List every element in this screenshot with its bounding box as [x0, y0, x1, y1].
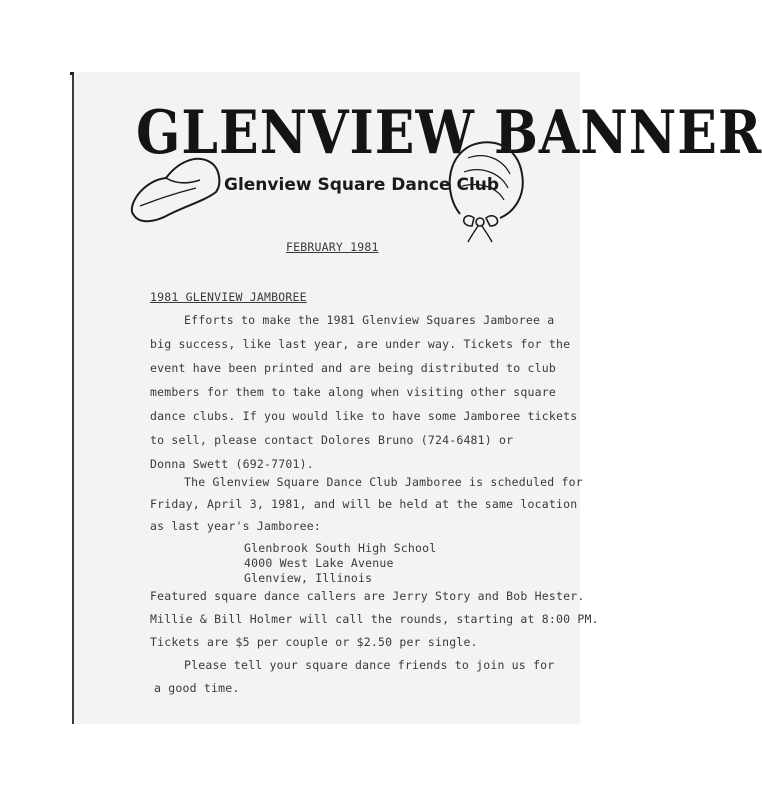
paragraph-line: as last year's Jamboree: [150, 519, 321, 533]
paragraph-line: Friday, April 3, 1981, and will be held at the same location [150, 497, 578, 511]
paragraph-line: Tickets are $5 per couple or $2.50 per single. [150, 635, 478, 649]
paragraph-line: dance clubs. If you would like to have some Jamboree tickets [150, 409, 578, 423]
address-line: Glenview, Illinois [244, 571, 373, 585]
masthead-title: GLENVIEW BANNER [136, 98, 762, 169]
paragraph-line: a good time. [154, 681, 240, 695]
paragraph-line: Efforts to make the 1981 Glenview Squares Jamboree a [184, 313, 555, 327]
bonnet-icon [440, 134, 530, 244]
section-heading: 1981 GLENVIEW JAMBOREE [150, 290, 307, 304]
paragraph-line: event have been printed and are being distributed to club [150, 361, 557, 375]
paragraph-line: big success, like last year, are under way. Tickets for the [150, 337, 571, 351]
paragraph-line: Donna Swett (692-7701). [150, 457, 314, 471]
paragraph-line: Please tell your square dance friends to join us for [184, 658, 555, 672]
paragraph-line: Millie & Bill Holmer will call the rounds, starting at 8:00 PM. [150, 612, 599, 626]
paragraph-line: to sell, please contact Dolores Bruno (724-6481) or [150, 433, 514, 447]
paragraph-line: The Glenview Square Dance Club Jamboree is scheduled for [184, 475, 583, 489]
paragraph-line: Featured square dance callers are Jerry Story and Bob Hester. [150, 589, 585, 603]
paragraph-line: members for them to take along when visiting other square [150, 385, 557, 399]
address-line: 4000 West Lake Avenue [244, 556, 394, 570]
issue-date: FEBRUARY 1981 [286, 240, 379, 254]
club-name: Glenview Square Dance Club [224, 175, 500, 195]
address-line: Glenbrook South High School [244, 541, 437, 555]
cowboy-hat-icon [126, 140, 226, 230]
scan-mark [70, 72, 74, 75]
